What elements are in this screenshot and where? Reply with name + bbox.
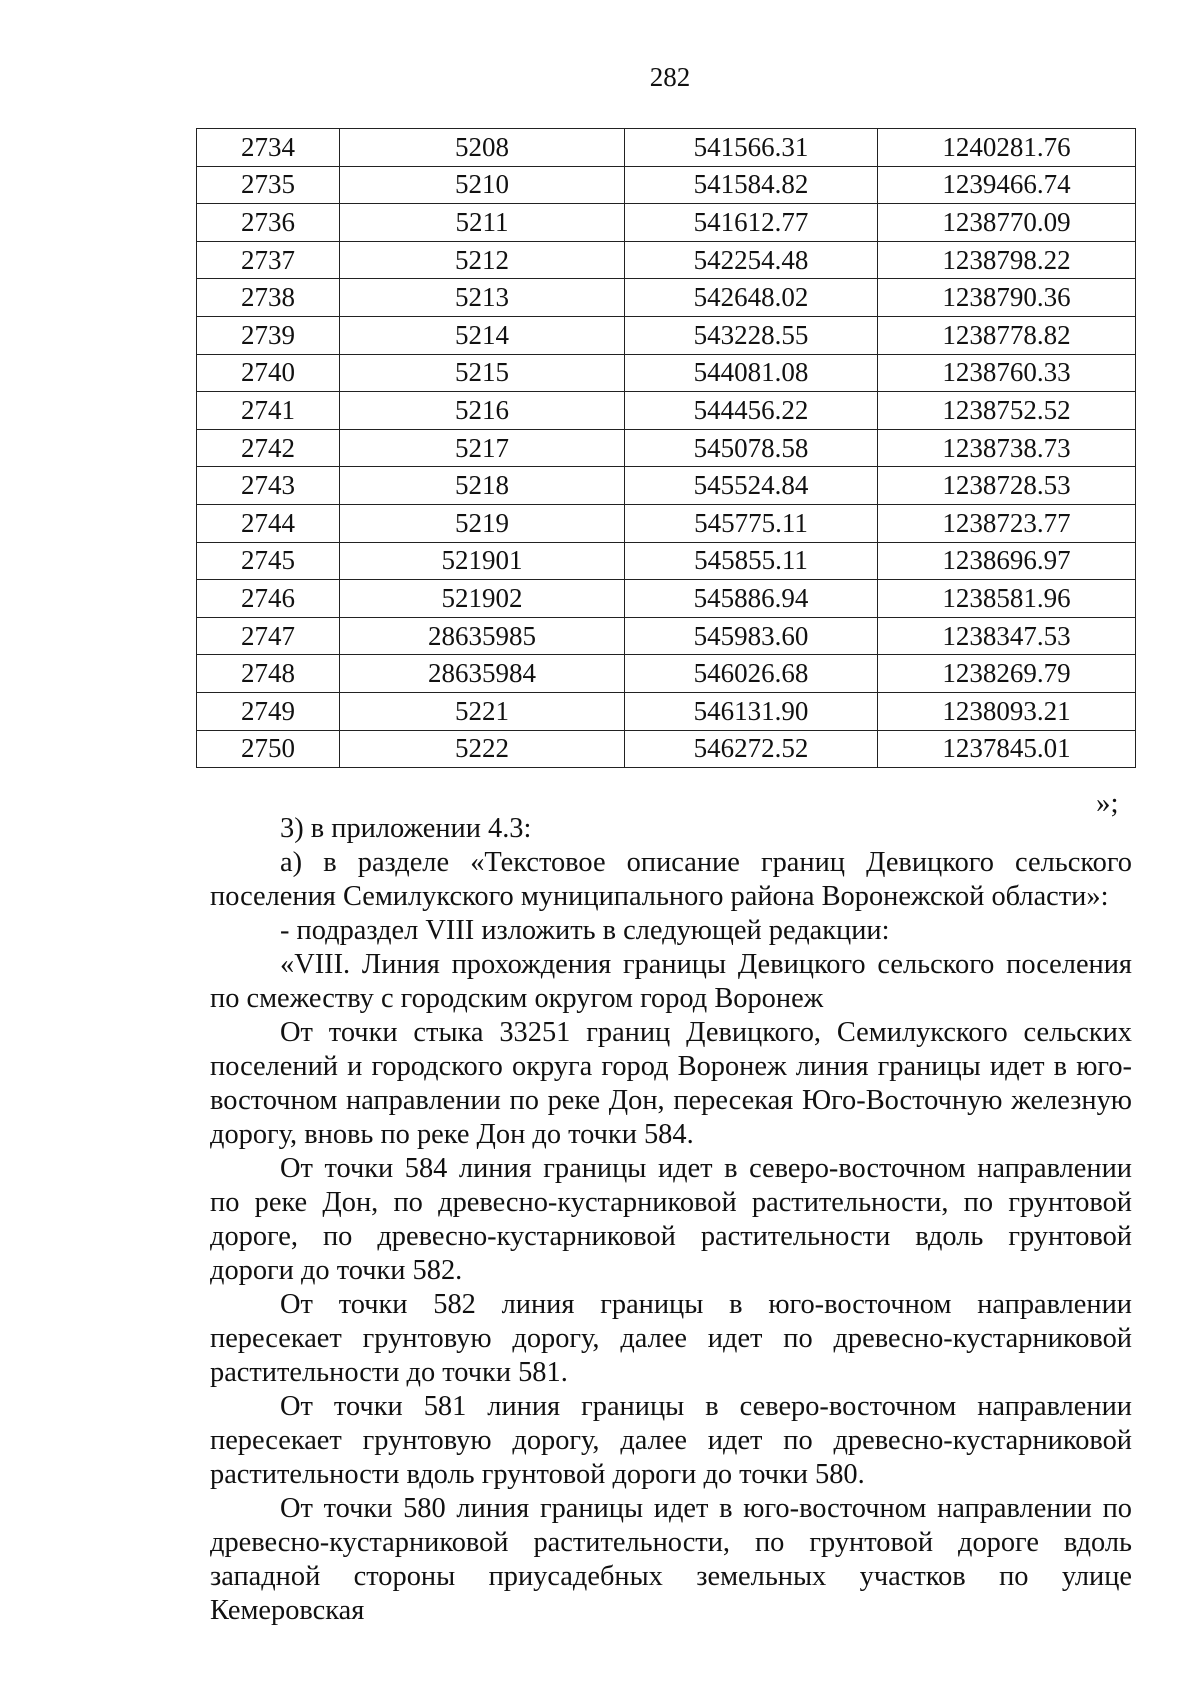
table-cell: 1239466.74 [878,166,1136,204]
table-cell: 5212 [340,241,625,279]
table-row [197,166,1136,204]
table-cell: 2738 [197,279,340,317]
table-cell: 2743 [197,467,340,505]
table-cell: 1238269.79 [878,655,1136,693]
table-cell: 545078.58 [625,429,878,467]
table-cell: 546272.52 [625,730,878,768]
table-cell: 521901 [340,542,625,580]
table-row [197,542,1136,580]
table-cell: 2745 [197,542,340,580]
table-cell: 1238728.53 [878,467,1136,505]
table-cell: 545775.11 [625,504,878,542]
table-cell: 545983.60 [625,617,878,655]
table-cell: 541566.31 [625,129,878,167]
table-row [197,204,1136,242]
table-cell: 1238738.73 [878,429,1136,467]
paragraph-boundary-3: От точки 582 линия границы в юго-восточном направлении пересекает грунтовую дорогу, далее идет по древесно-кустарниковой растительности до точки 581. [210,1289,1132,1388]
table-cell: 1238581.96 [878,580,1136,618]
table-cell: 5213 [340,279,625,317]
paragraph-subsection-instruction: - подраздел VIII изложить в следующей редакции: [280,915,890,946]
table-cell: 5215 [340,354,625,392]
table-cell: 2747 [197,617,340,655]
table-row [197,241,1136,279]
table-cell: 521902 [340,580,625,618]
table-cell: 1238790.36 [878,279,1136,317]
table-cell: 543228.55 [625,316,878,354]
table-cell: 28635985 [340,617,625,655]
table-cell: 1238696.97 [878,542,1136,580]
table-cell: 2740 [197,354,340,392]
coordinates-table-body [197,129,1136,768]
table-cell: 545855.11 [625,542,878,580]
page-number: 282 [649,62,691,92]
table-cell: 544081.08 [625,354,878,392]
table-cell: 2742 [197,429,340,467]
table-row [197,429,1136,467]
table-cell: 545524.84 [625,467,878,505]
paragraph-boundary-4: От точки 581 линия границы в северо-восточном направлении пересекает грунтовую дорогу, далее идет по древесно-кустарниковой растительности вдоль грунтовой дороги до точки 580. [210,1391,1132,1490]
table-cell: 1237845.01 [878,730,1136,768]
table-cell: 5210 [340,166,625,204]
table-cell: 2735 [197,166,340,204]
table-cell: 5214 [340,316,625,354]
table-cell: 5221 [340,692,625,730]
table-cell: 544456.22 [625,392,878,430]
table-cell: 1240281.76 [878,129,1136,167]
table-row [197,392,1136,430]
table-row [197,354,1136,392]
table-row [197,692,1136,730]
table-cell: 5218 [340,467,625,505]
table-cell: 1238093.21 [878,692,1136,730]
table-cell: 1238778.82 [878,316,1136,354]
table-row [197,467,1136,505]
table-cell: 545886.94 [625,580,878,618]
table-cell: 1238798.22 [878,241,1136,279]
table-cell: 2736 [197,204,340,242]
paragraph-section-ref: а) в разделе «Текстовое описание границ Девицкого сельского поселения Семилукского муниципального района Воронежской области»: [210,847,1132,912]
table-cell: 541612.77 [625,204,878,242]
table-cell: 2744 [197,504,340,542]
table-cell: 542254.48 [625,241,878,279]
table-cell: 541584.82 [625,166,878,204]
table-cell: 546131.90 [625,692,878,730]
table-row [197,617,1136,655]
table-cell: 5208 [340,129,625,167]
table-cell: 5217 [340,429,625,467]
paragraph-boundary-1: От точки стыка 33251 границ Девицкого, Семилукского сельских поселений и городского округа город Воронеж линия границы идет в юго-восточном направлении по реке Дон, пересекая Юго-Восточную железную дорогу, вновь по реке Дон до точки 584. [210,1017,1132,1150]
table-row [197,316,1136,354]
table-cell: 2748 [197,655,340,693]
table-cell: 5219 [340,504,625,542]
coordinates-table [196,128,1136,768]
table-cell: 542648.02 [625,279,878,317]
table-cell: 2746 [197,580,340,618]
table-cell: 5216 [340,392,625,430]
table-cell: 1238723.77 [878,504,1136,542]
table-row [197,730,1136,768]
table-row [197,279,1136,317]
table-row [197,655,1136,693]
table-cell: 2750 [197,730,340,768]
closing-quote: »; [1096,787,1119,819]
paragraph-boundary-5: От точки 580 линия границы идет в юго-восточном направлении по древесно-кустарниковой растительности, по грунтовой дороге вдоль западной стороны приусадебных земельных участков по улице Кемеровская [210,1493,1132,1626]
paragraph-section-heading: «VIII. Линия прохождения границы Девицкого сельского поселения по смежеству с городским округом город Воронеж [210,949,1132,1014]
amendment-text [210,812,1132,1628]
table-cell: 1238770.09 [878,204,1136,242]
paragraph-appendix-ref: 3) в приложении 4.3: [280,813,532,844]
table-cell: 5211 [340,204,625,242]
table-cell: 2749 [197,692,340,730]
table-row [197,504,1136,542]
paragraph-boundary-2: От точки 584 линия границы идет в северо-восточном направлении по реке Дон, по древесно-кустарниковой растительности, по грунтовой дороге, по древесно-кустарниковой растительности вдоль грунтовой дороги до точки 582. [210,1153,1132,1286]
table-row [197,129,1136,167]
table-cell: 2739 [197,316,340,354]
table-cell: 2734 [197,129,340,167]
table-cell: 28635984 [340,655,625,693]
table-cell: 1238752.52 [878,392,1136,430]
table-row [197,580,1136,618]
table-cell: 2741 [197,392,340,430]
table-cell: 1238760.33 [878,354,1136,392]
table-cell: 2737 [197,241,340,279]
table-cell: 5222 [340,730,625,768]
table-cell: 546026.68 [625,655,878,693]
table-cell: 1238347.53 [878,617,1136,655]
